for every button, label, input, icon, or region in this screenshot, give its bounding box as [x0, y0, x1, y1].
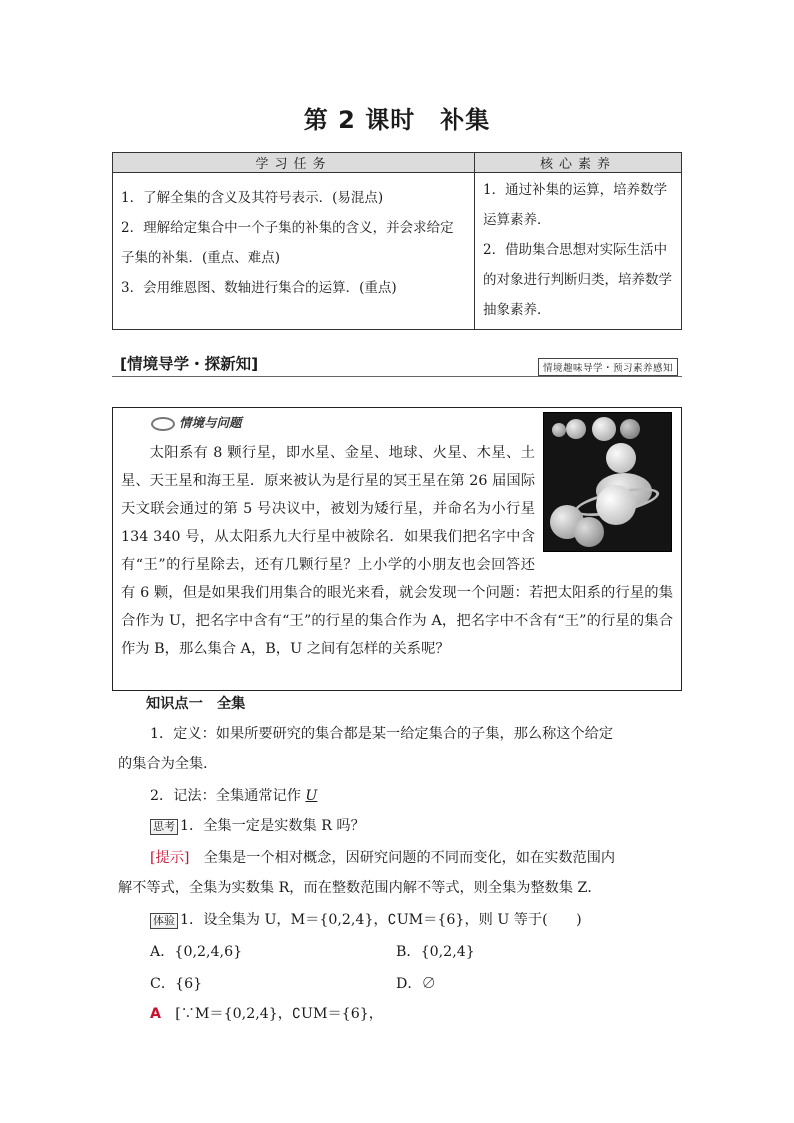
- table-header-learning-tasks: 学习任务: [113, 153, 475, 173]
- section-header: [112, 352, 682, 377]
- think-question: [150, 815, 365, 835]
- definition-line: 1．定义：如果所要研究的集合都是某一给定集合的子集，那么称这个给定: [150, 726, 614, 742]
- task-item: 3．会用维恩图、数轴进行集合的运算．(重点): [121, 280, 397, 296]
- answer-text: [∵M＝{0,2,4}，∁UM＝{6}，: [175, 1006, 383, 1022]
- experience-question: [150, 909, 582, 929]
- definition-line: 的集合为全集．: [118, 756, 218, 772]
- section-title: [情境导学・探新知]: [120, 355, 259, 373]
- experience-tag: 体验: [150, 913, 178, 929]
- hint-line: 解不等式，全集为实数集 R，而在整数范围内解不等式，则全集为整数集 Z．: [118, 880, 602, 896]
- option-c: C．{6}: [150, 976, 203, 992]
- literacy-item: 2．借助集合思想对实际生活中的对象进行判断归类，培养数学抽象素养．: [483, 242, 672, 318]
- notation-line: [150, 785, 317, 805]
- answer-letter: A: [150, 1006, 161, 1022]
- task-item: 1．了解全集的含义及其符号表示．(易混点): [121, 190, 384, 206]
- scenario-label-text: 情境与问题: [179, 415, 242, 430]
- scenario-text: [121, 439, 673, 663]
- option-a: A．{0,2,4,6}: [150, 944, 243, 960]
- page-title: 第 2 课时 补集: [303, 106, 491, 134]
- core-literacy-cell: [475, 173, 682, 330]
- task-item: 2．理解给定集合中一个子集的补集的含义，并会求给定子集的补集．(重点、难点): [121, 220, 454, 266]
- scenario-icon: [151, 417, 175, 431]
- think-tag: 思考: [150, 819, 178, 835]
- option-d: D．∅: [396, 976, 436, 992]
- scenario-box: [112, 407, 682, 691]
- scenario-body: 太阳系有 8 颗行星，即水星、金星、地球、火星、木星、土星、天王星和海王星．原来被认为是行星的冥王星在第 26 届国际天文联会通过的第 5 号决议中，被划为矮行星，并命名为小行星 134 340 号，从太阳系九大行星中被除名．如果我们把名字中含有“王”的行星除去，还有几颗行星？上小学的小朋友也会回答还有 6 颗，但是如果我们用集合的眼光来看，就会发现一个问题：若把太阳系的行星的集合作为 U，把名字中含有“王”的行星的集合作为 A，把名字中不含有“王”的行星的集合作为 B，那么集合 A，B，U 之间有怎样的关系呢？: [121, 445, 673, 657]
- experience-question-text: 1．设全集为 U，M＝{0,2,4}，∁UM＝{6}，则 U 等于( ): [180, 912, 582, 928]
- notation-symbol: U: [305, 788, 318, 804]
- section-tag: 情境趣味导学・预习素养感知: [538, 358, 678, 376]
- think-question-text: 1．全集一定是实数集 R 吗？: [180, 818, 365, 834]
- answer-line: [150, 1003, 383, 1023]
- notation-prefix: 2．记法：全集通常记作: [150, 788, 301, 804]
- hint-line: [150, 847, 615, 867]
- option-b: B．{0,2,4}: [396, 944, 475, 960]
- learning-tasks-cell: [113, 173, 475, 330]
- learning-objectives-table: [112, 152, 682, 330]
- hint-label: [提示]: [150, 850, 190, 866]
- table-header-core-literacy: 核心素养: [475, 153, 682, 173]
- literacy-item: 1．通过补集的运算，培养数学运算素养．: [483, 182, 668, 228]
- knowledge-heading: 知识点一 全集: [146, 696, 246, 712]
- scenario-label: [151, 413, 242, 431]
- hint-text: 全集是一个相对概念，因研究问题的不同而变化，如在实数范围内: [203, 850, 616, 866]
